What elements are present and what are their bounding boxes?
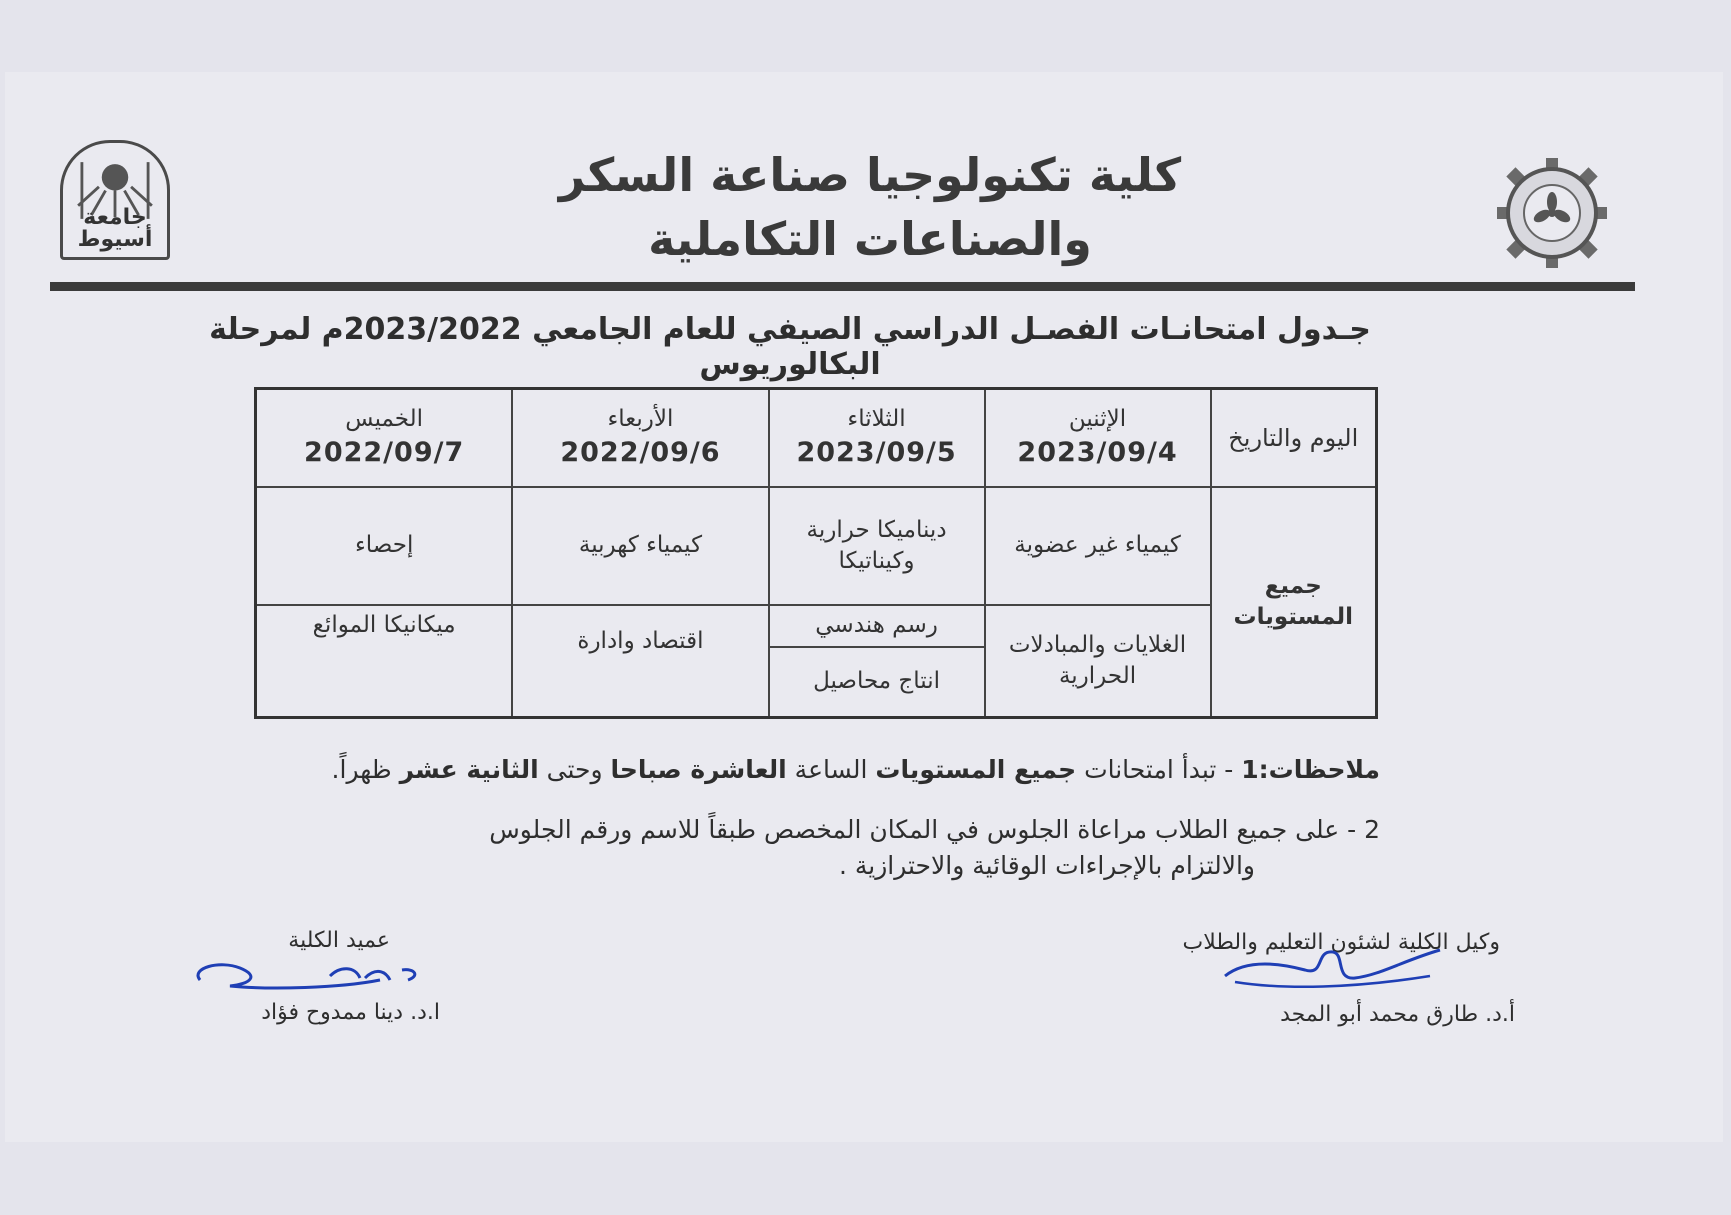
note-emphasis: الثانية عشر [399, 755, 539, 784]
note-1 [300, 752, 1380, 788]
subject-cell: كيمياء غير عضوية [985, 487, 1211, 605]
dean-name-block [230, 1000, 440, 1025]
day-header-thursday [256, 389, 513, 488]
day-name: الإثنين [1068, 406, 1127, 433]
table-row [256, 605, 1377, 647]
subject-cell: انتاج محاصيل [769, 647, 985, 717]
assiut-university-logo [60, 140, 170, 260]
notes-label: ملاحظات:1 [1241, 755, 1380, 784]
vice-dean-title: وكيل الكلية لشئون التعليم والطلاب [1182, 930, 1500, 955]
subject-cell: ميكانيكا الموائع [256, 605, 513, 717]
day-name: الخميس [345, 406, 424, 433]
header-divider [50, 282, 1635, 291]
vice-dean-name: أ.د. طارق محمد أبو المجد [1280, 1002, 1515, 1027]
day-date: 2022/09/6 [560, 437, 721, 469]
exam-schedule-table [254, 387, 1378, 719]
gear-icon [1497, 158, 1607, 268]
day-name: الثلاثاء [847, 406, 906, 433]
note-emphasis: العاشرة صباحا [610, 755, 787, 784]
vice-dean-signature [1215, 940, 1445, 1000]
dean-signature [180, 950, 430, 1000]
dean-name: ا.د. دينا ممدوح فؤاد [261, 1000, 440, 1025]
day-header-monday [985, 389, 1211, 488]
subject-cell: ديناميكا حرارية وكيناتيكا [769, 487, 985, 605]
note-text: الساعة [786, 755, 876, 784]
logo-caption: جامعة أسيوط [77, 205, 153, 252]
note-2-line2: والالتزام بالإجراءات الوقائية والاحترازية . [838, 851, 1255, 881]
subject-cell: إحصاء [256, 487, 513, 605]
subject-cell: الغلايات والمبادلات الحرارية [985, 605, 1211, 717]
note-text: - تبدأ امتحانات [1076, 755, 1242, 784]
level-cell: جميع المستويات [1211, 487, 1377, 717]
note-text: وحتى [538, 755, 611, 784]
day-date: 2022/09/7 [304, 437, 465, 469]
table-row [256, 487, 1377, 605]
subject-cell: رسم هندسي [769, 605, 985, 647]
note-text: ظهراً. [331, 755, 400, 784]
schedule-title: جـدول امتحانـات الفصـل الدراسي الصيفي للعام الجامعي 2023/2022م لمرحلة البكالوريوس [209, 312, 1371, 382]
corner-header-cell: اليوم والتاريخ [1211, 389, 1377, 488]
faculty-gear-logo [1497, 158, 1607, 268]
faculty-name-line2: والصناعات التكاملية [648, 212, 1092, 266]
note-2-line1: 2 - على جميع الطلاب مراعاة الجلوس في المكان المخصص طبقاً للاسم ورقم الجلوس [489, 815, 1380, 844]
note-2 [300, 812, 1380, 885]
faculty-name-line1: كلية تكنولوجيا صناعة السكر [558, 148, 1182, 202]
day-date: 2023/09/5 [796, 437, 957, 469]
subject-cell: كيمياء كهربية [512, 487, 768, 605]
day-header-tuesday [769, 389, 985, 488]
day-header-wednesday [512, 389, 768, 488]
day-name: الأربعاء [607, 406, 674, 433]
day-date: 2023/09/4 [1017, 437, 1178, 469]
vice-dean-name-block [1120, 1002, 1515, 1027]
subject-cell: اقتصاد وادارة [512, 605, 768, 717]
note-emphasis: جميع المستويات [875, 755, 1077, 784]
dean-title: عميد الكلية [288, 928, 390, 953]
table-header-row [256, 389, 1377, 488]
